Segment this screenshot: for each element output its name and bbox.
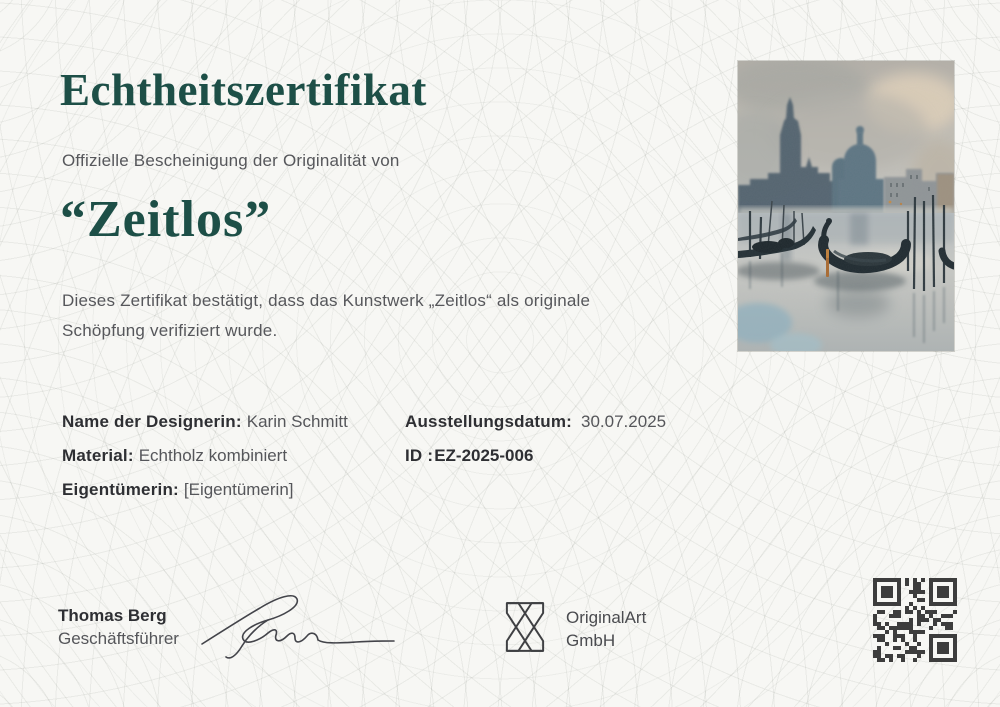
signature-icon — [198, 586, 398, 662]
field-owner-label: Eigentümerin: — [62, 480, 179, 499]
field-owner — [62, 480, 348, 514]
field-designer-label: Name der Designerin: — [62, 412, 242, 431]
venice-painting — [738, 61, 954, 351]
field-issue-date — [405, 412, 666, 446]
qr-code-icon — [873, 578, 957, 662]
field-material-label: Material: — [62, 446, 134, 465]
certificate-statement: Dieses Zertifikat bestätigt, dass das Kunstwerk „Zeitlos“ als originale Schöpfung verifiziert wurde. — [62, 291, 591, 340]
signer-name: Thomas Berg — [58, 606, 167, 625]
hourglass-logo-icon — [496, 599, 554, 655]
fields-right-column — [405, 412, 666, 480]
field-issue-date-value: 30.07.2025 — [581, 412, 667, 431]
artwork-title: “Zeitlos” — [60, 191, 272, 248]
signer-role: Geschäftsführer — [58, 629, 179, 648]
company-name-line2: GmbH — [566, 631, 616, 650]
field-designer — [62, 412, 348, 446]
field-designer-value: Karin Schmitt — [246, 412, 348, 431]
qr-code — [873, 578, 957, 667]
company-name-line1: OriginalArt — [566, 608, 647, 627]
signature-graphic — [198, 586, 398, 667]
field-issue-date-label: Ausstellungsdatum: — [405, 412, 573, 431]
field-material — [62, 446, 348, 480]
field-id-label: ID : — [405, 446, 434, 465]
company-logo — [496, 599, 554, 660]
certificate-subtitle: Offizielle Bescheinigung der Originalität von — [62, 151, 400, 170]
fields-left-column — [62, 412, 348, 514]
field-owner-value: [Eigentümerin] — [183, 480, 294, 499]
company-name — [566, 606, 646, 652]
artwork-image — [737, 60, 955, 352]
page-title: Echtheitszertifikat — [60, 65, 427, 115]
field-material-value: Echtholz kombiniert — [138, 446, 288, 465]
field-id — [405, 446, 666, 480]
field-id-value: EZ-2025-006 — [434, 446, 534, 465]
